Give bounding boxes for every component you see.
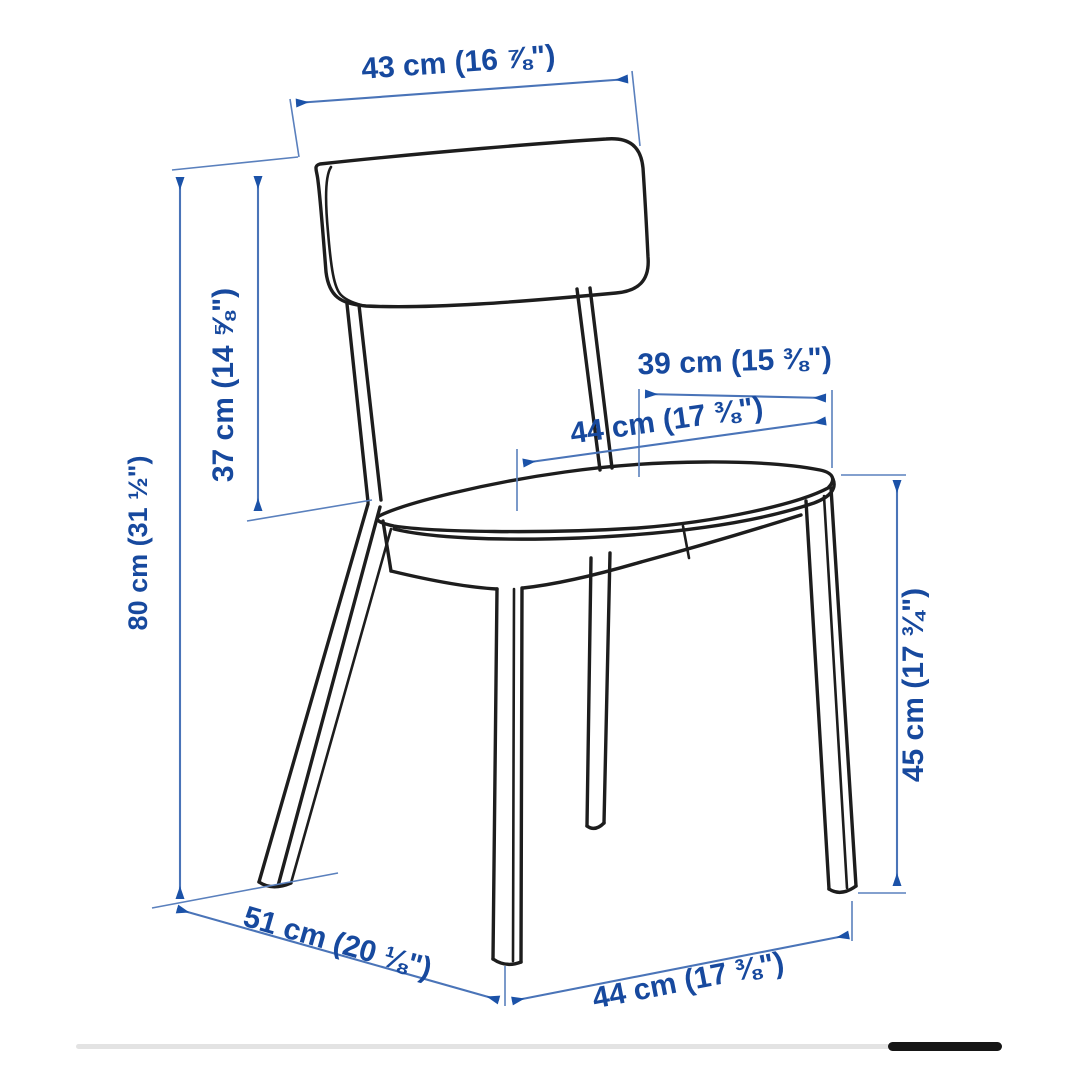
chair-front-right-leg: [806, 488, 856, 892]
dim-total-height-label: 80 cm (31 ½"): [123, 455, 153, 631]
chair-front-left-leg: [493, 588, 522, 964]
chair-backrest: [316, 139, 648, 307]
dim-seat-width-label: 44 cm (17 ⅜"): [568, 390, 766, 451]
dim-seat-depth-label: 39 cm (15 ⅜"): [636, 341, 833, 382]
dim-total-height: [123, 177, 338, 908]
chair-rear-right-leg: [587, 553, 610, 828]
dim-seat-width: [517, 391, 826, 511]
dim-total-depth: [177, 900, 505, 1006]
dim-backrest-height: [172, 157, 372, 521]
dim-seat-height-label: 45 cm (17 ¾"): [897, 587, 930, 783]
dim-front-leg-span: [512, 901, 852, 1015]
chair-drawing: [259, 139, 856, 965]
dim-front-leg-span-label: 44 cm (17 ⅜"): [589, 945, 787, 1016]
carousel-scrollbar: [76, 1042, 1002, 1051]
dim-back-width-label: 43 cm (16 ⅞"): [360, 39, 557, 86]
chair-rear-left-leg: [259, 504, 391, 887]
scrollbar-thumb[interactable]: [888, 1042, 1002, 1051]
dim-total-depth-label: 51 cm (20 ⅛"): [239, 900, 436, 986]
scrollbar-track: [76, 1044, 1002, 1049]
dim-seat-height: [841, 475, 930, 893]
dim-backrest-height-label: 37 cm (14 ⅝"): [207, 287, 240, 483]
